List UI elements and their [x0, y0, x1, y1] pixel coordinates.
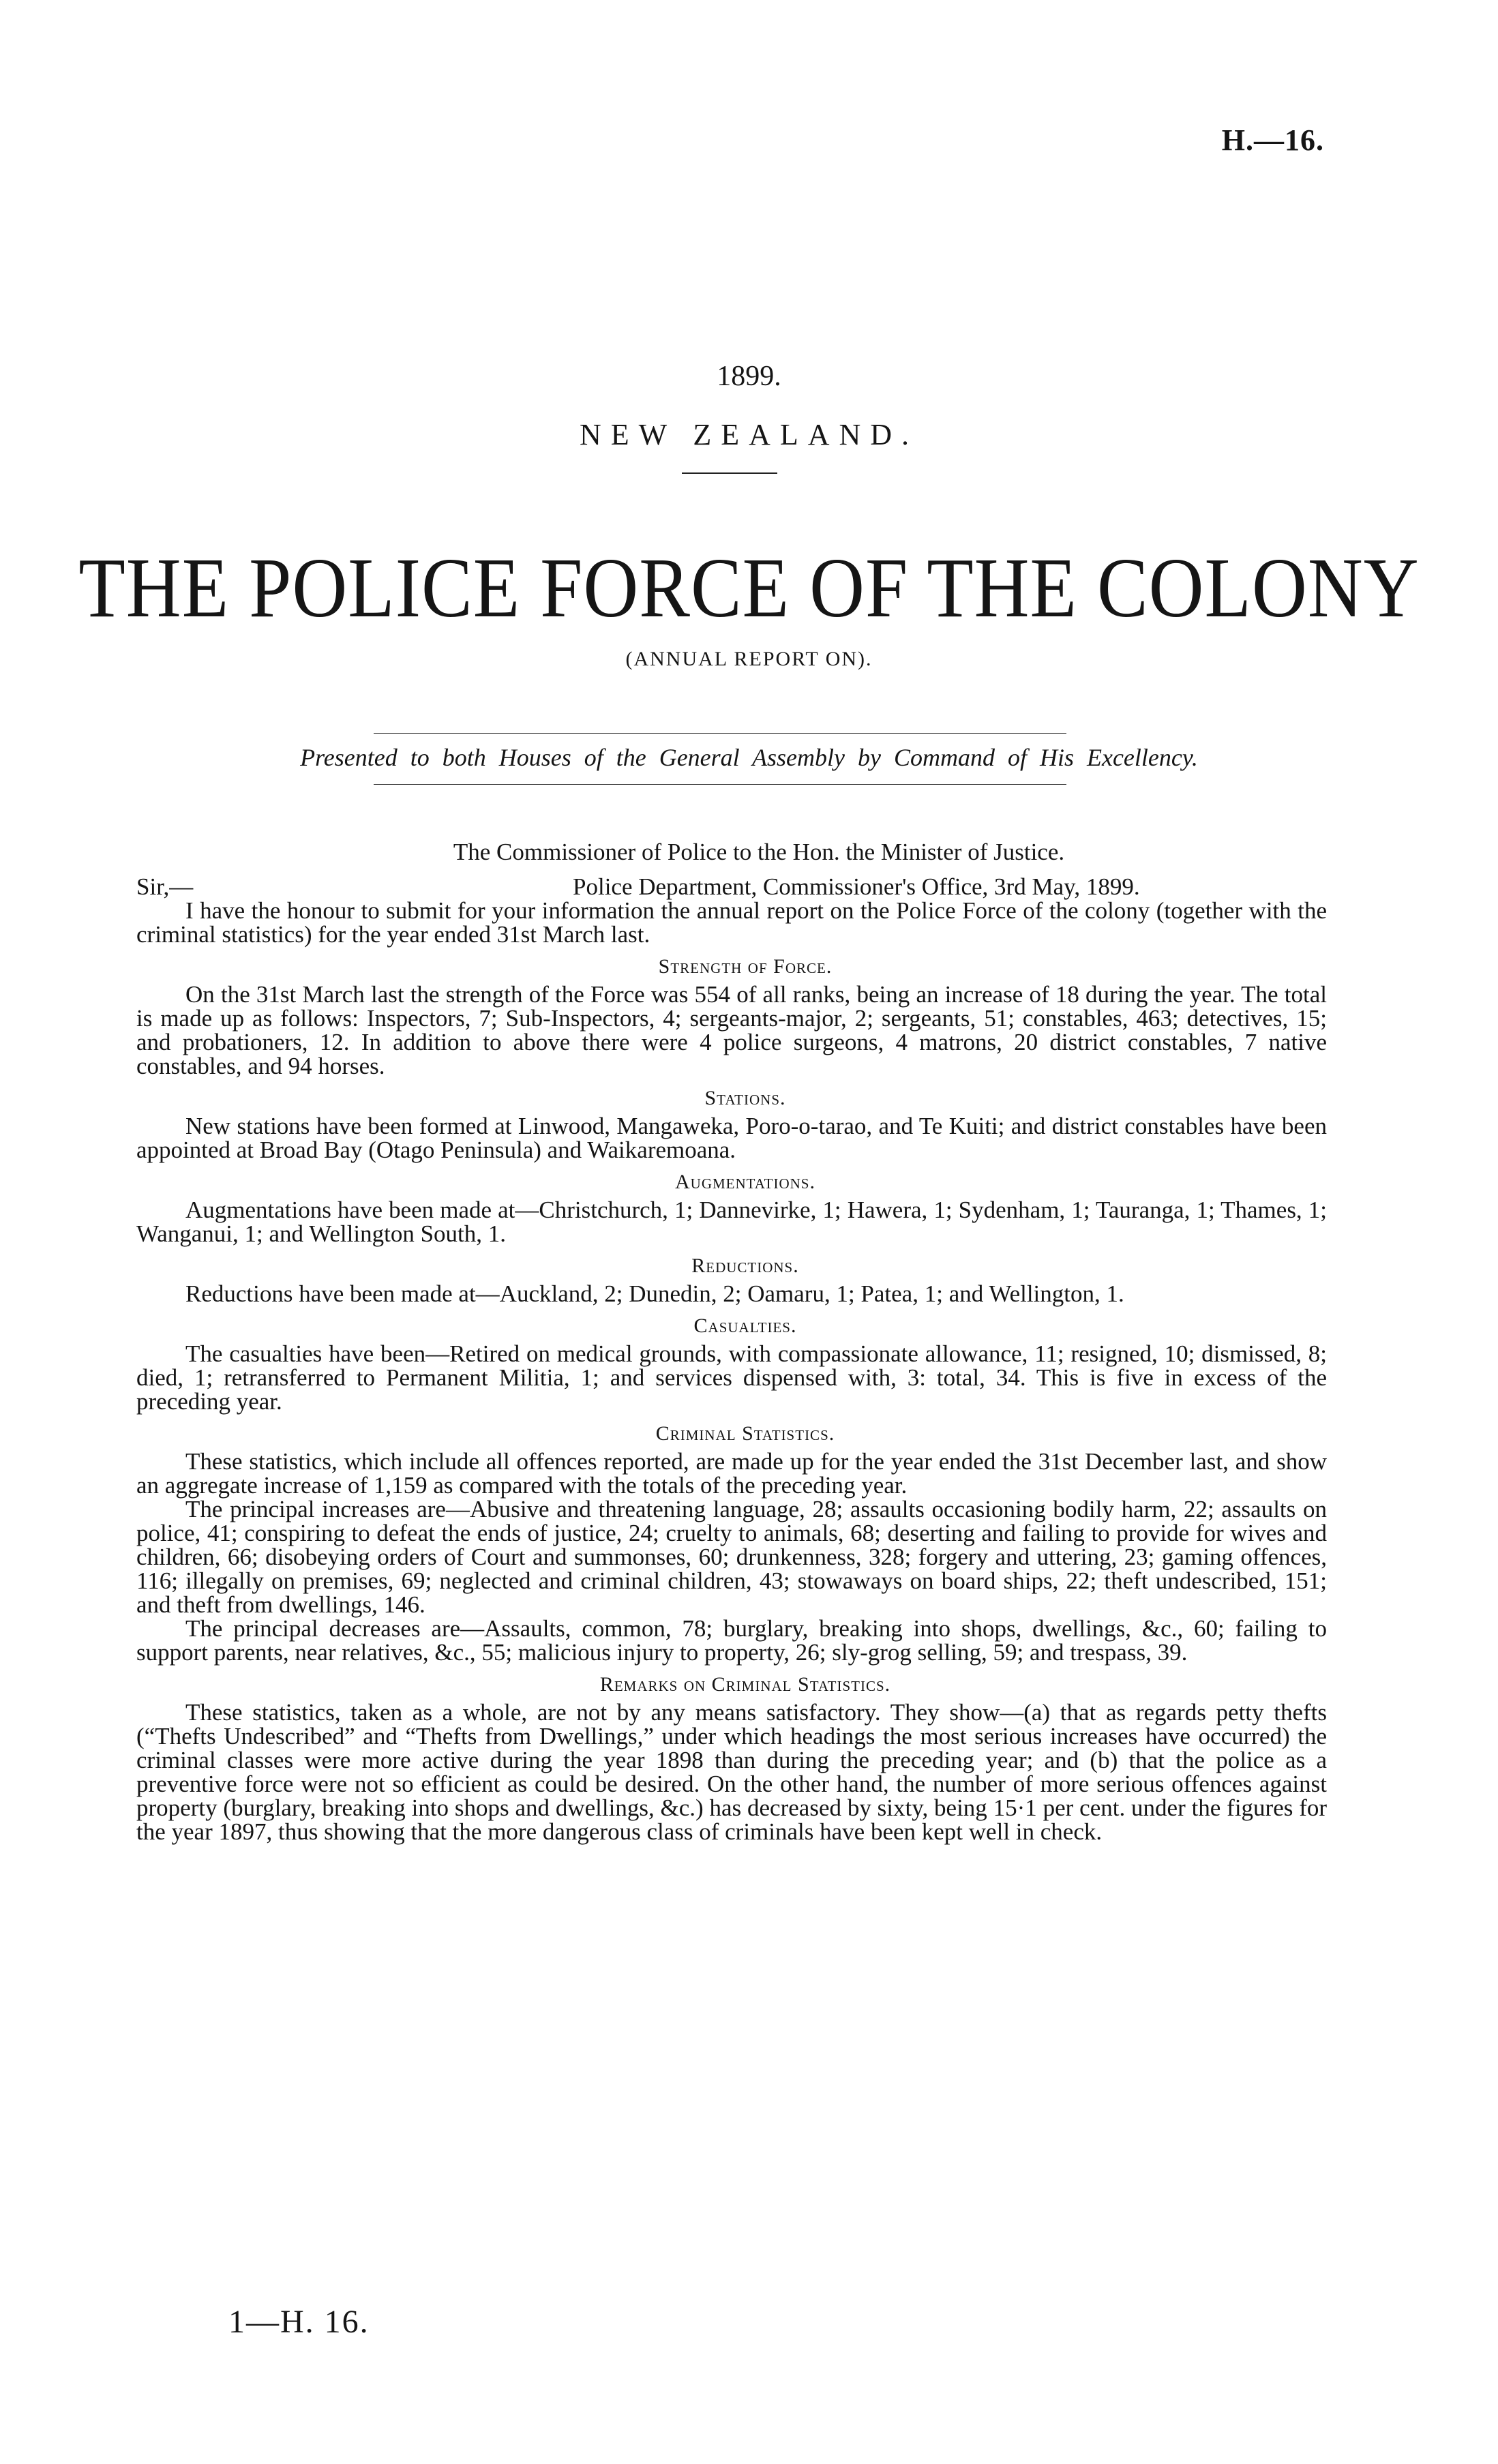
page-title: THE POLICE FORCE OF THE COLONY [78, 541, 1420, 636]
report-body [136, 840, 1327, 1844]
criminal-paragraph-2: The principal increases are—Abusive and threatening language, 28; assaults occasioning bodily harm, 22; assaults on police, 41; conspiring to defeat the ends of justice, 24; cruelty to animals, 68; deserting and failing to provide for wives and children, 66; disobeying orders of Court and summonses, 60; drunkenness, 328; forgery and uttering, 23; gaming offences, 116; illegally on premises, 69; neglected and criminal children, 43; stowaways on board ships, 22; theft undescribed, 151; and theft from dwellings, 146. [136, 1496, 1327, 1618]
casualties-paragraph: The casualties have been—Retired on medical grounds, with compassionate allowance, 11; resigned, 10; dismissed, 8; died, 1; retransferred to Permanent Militia, 1; and services dispensed with, 3: total, 34. This is five in excess of the preceding year. [136, 1340, 1327, 1415]
salutation: Sir,— [136, 873, 194, 900]
presented-line: Presented to both Houses of the General Assembly by Command of His Excellency. [300, 744, 1198, 771]
heading-remarks: Remarks on Criminal Statistics. [599, 1673, 891, 1696]
heading-stations: Stations. [704, 1087, 786, 1109]
augmentations-paragraph: Augmentations have been made at—Christchurch, 1; Dannevirke, 1; Hawera, 1; Sydenham, 1; Tauranga, 1; Thames, 1; Wanganui, 1; and Wellington South, 1. [136, 1197, 1327, 1247]
report-year: 1899. [717, 361, 781, 392]
strength-paragraph: On the 31st March last the strength of the Force was 554 of all ranks, being an increase of 18 during the year. The total is made up as follows: Inspectors, 7; Sub-Inspectors, 4; sergeants-major, 2; sergeants, 51; constables, 463; detectives, 15; and probationers, 12. In addition to above there were 4 police surgeons, 4 matrons, 20 district constables, 7 native constables, and 94 horses. [136, 981, 1327, 1079]
page-subtitle: (ANNUAL REPORT ON). [625, 648, 873, 670]
criminal-paragraph-1: These statistics, which include all offences reported, are made up for the year ended the 31st December last, and show an aggregate increase of 1,159 as compared with the totals of the preceding year. [136, 1448, 1327, 1499]
criminal-paragraph-3: The principal decreases are—Assaults, common, 78; burglary, breaking into shops, dwellings, &c., 60; failing to support parents, near relatives, &c., 55; malicious injury to property, 26; sly-grog selling, 59; and trespass, 39. [136, 1615, 1327, 1666]
heading-augmentations: Augmentations. [675, 1171, 815, 1193]
title-divider [682, 472, 777, 474]
reductions-paragraph: Reductions have been made at—Auckland, 2; Dunedin, 2; Oamaru, 1; Patea, 1; and Wellington, 1. [185, 1280, 1124, 1307]
heading-casualties: Casualties. [693, 1314, 797, 1337]
sender-address: Police Department, Commissioner's Office, 3rd May, 1899. [573, 873, 1140, 900]
salutation-line [136, 875, 1327, 899]
letter-addressee: The Commissioner of Police to the Hon. the Minister of Justice. [453, 839, 1065, 865]
page-reference: H.—16. [1221, 123, 1324, 157]
page-signature: 1—H. 16. [228, 2304, 370, 2340]
heading-strength: Strength of Force. [658, 955, 833, 978]
heading-reductions: Reductions. [691, 1254, 799, 1277]
country-name: NEW ZEALAND. [579, 418, 919, 451]
stations-paragraph: New stations have been formed at Linwood, Mangaweka, Poro-o-tarao, and Te Kuiti; and district constables have been appointed at Broad Bay (Otago Peninsula) and Waikaremoana. [136, 1113, 1327, 1163]
remarks-paragraph: These statistics, taken as a whole, are not by any means satisfactory. They show—(a) that as regards petty thefts (“Thefts Undescribed” and “Thefts from Dwellings,” under which headings the most serious increases have occurred) the criminal classes were more active during the year 1898 than during the preceding year; and (b) that the police as a preventive force were not so efficient as could be desired. On the other hand, the number of more serious offences against property (burglary, breaking into shops and dwellings, &c.) has decreased by sixty, being 15·1 per cent. under the figures for the year 1897, thus showing that the more dangerous class of criminals have been kept well in check. [136, 1699, 1327, 1845]
presented-rule-top [374, 733, 1066, 734]
presented-rule-bottom [374, 784, 1066, 785]
intro-paragraph: I have the honour to submit for your information the annual report on the Police Force of the colony (together with the criminal statistics) for the year ended 31st March last. [136, 897, 1327, 948]
heading-criminal-statistics: Criminal Statistics. [655, 1422, 835, 1445]
